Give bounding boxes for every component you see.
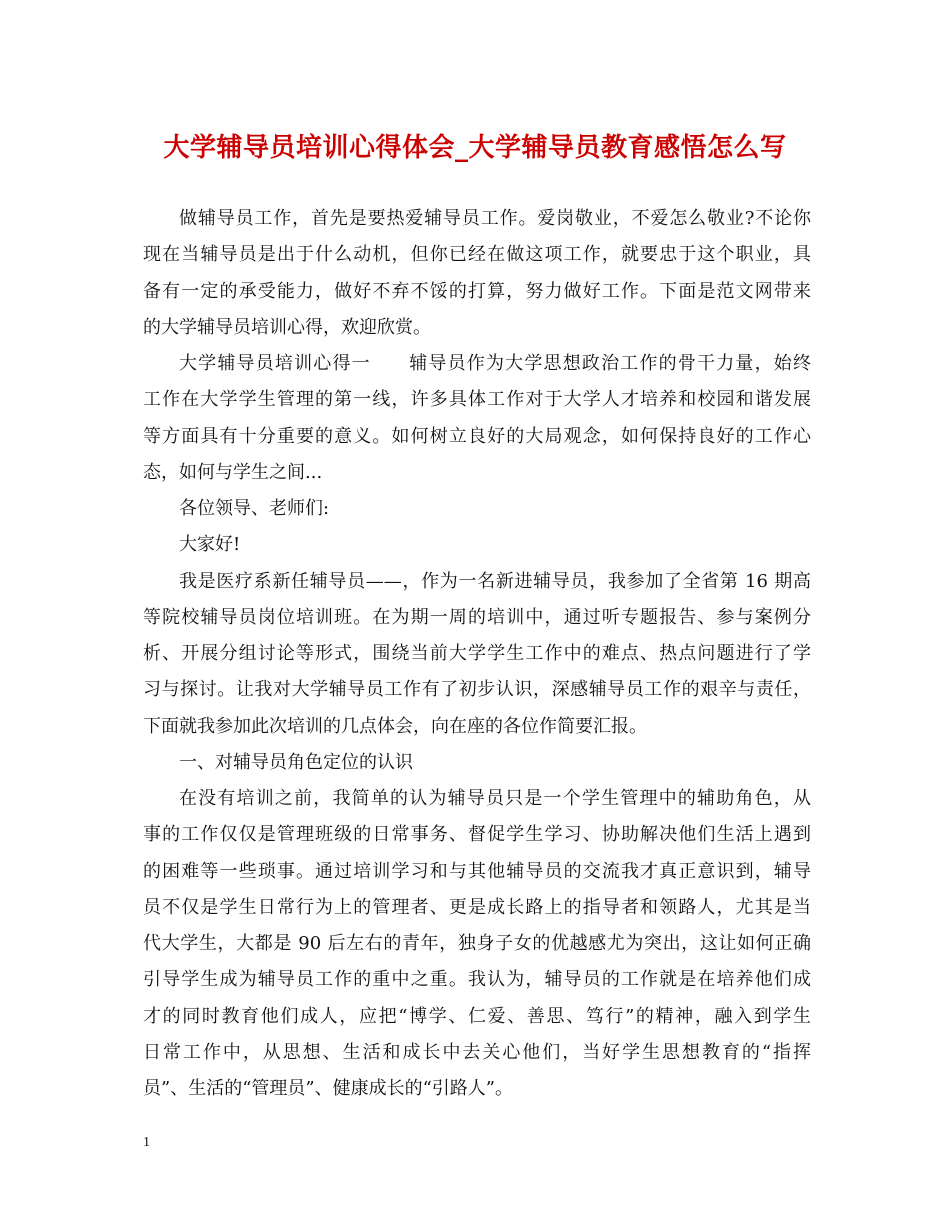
document-body	[143, 201, 811, 1107]
text-line: 代大学生，大都是 90 后左右的青年，独身子女的优越感尤为突出，这让如何正确	[143, 933, 811, 954]
document-title: 大学辅导员培训心得体会_大学辅导员教育感悟怎么写	[163, 133, 787, 163]
text-line: 才的同时教育他们成人，应把“博学、仁爱、善思、笃行”的精神，融入到学生	[143, 1005, 811, 1027]
text-line: 态，如何与学生之间...	[143, 461, 323, 483]
section-heading: 一、对辅导员角色定位的认识	[179, 751, 413, 773]
text-line: 事的工作仅仅是管理班级的日常事务、督促学生学习、协助解决他们生活上遇到	[143, 824, 811, 846]
text-line: 习与探讨。让我对大学辅导员工作有了初步认识，深感辅导员工作的艰辛与责任，	[143, 679, 811, 701]
text-line: 在没有培训之前，我简单的认为辅导员只是一个学生管理中的辅助角色，从	[179, 788, 811, 809]
text-line: 工作在大学学生管理的第一线，许多具体工作对于大学人才培养和校园和谐发展	[143, 389, 811, 411]
text-line: 各位领导、老师们:	[179, 498, 330, 519]
text-line: 日常工作中，从思想、生活和成长中去关心他们，当好学生思想教育的“指挥	[143, 1041, 811, 1063]
text-line: 的困难等一些琐事。通过培训学习和与其他辅导员的交流我才真正意识到，辅导	[143, 860, 811, 882]
text-line: 等院校辅导员岗位培训班。在为期一周的培训中，通过听专题报告、参与案例分	[143, 606, 811, 628]
text-line: 引导学生成为辅导员工作的重中之重。我认为，辅导员的工作就是在培养他们成	[143, 969, 811, 991]
text-line: 析、开展分组讨论等形式，围绕当前大学学生工作中的难点、热点问题进行了学	[143, 643, 811, 664]
text-line: 我是医疗系新任辅导员——，作为一名新进辅导员，我参加了全省第 16 期高	[179, 570, 811, 592]
text-line: 员不仅是学生日常行为上的管理者、更是成长路上的指导者和领路人，尤其是当	[143, 896, 811, 918]
text-line: 备有一定的承受能力，做好不弃不馁的打算，努力做好工作。下面是范文网带来	[143, 280, 811, 302]
text-line: 下面就我参加此次培训的几点体会，向在座的各位作简要汇报。	[143, 715, 647, 737]
text-line: 员”、生活的“管理员”、健康成长的“引路人”。	[143, 1078, 514, 1099]
text-line: 的大学辅导员培训心得，欢迎欣赏。	[143, 316, 431, 338]
text-line: 现在当辅导员是出于什么动机，但你已经在做这项工作，就要忠于这个职业，具	[143, 244, 811, 266]
text-line: 等方面具有十分重要的意义。如何树立良好的大局观念，如何保持良好的工作心	[143, 425, 811, 447]
text-line: 做辅导员工作，首先是要热爱辅导员工作。爱岗敬业，不爱怎么敬业?不论你	[179, 208, 811, 229]
page-number: 1	[143, 1135, 150, 1150]
text-line: 大家好!	[179, 534, 241, 556]
text-line: 大学辅导员培训心得一 辅导员作为大学思想政治工作的骨干力量，始终	[179, 353, 811, 374]
